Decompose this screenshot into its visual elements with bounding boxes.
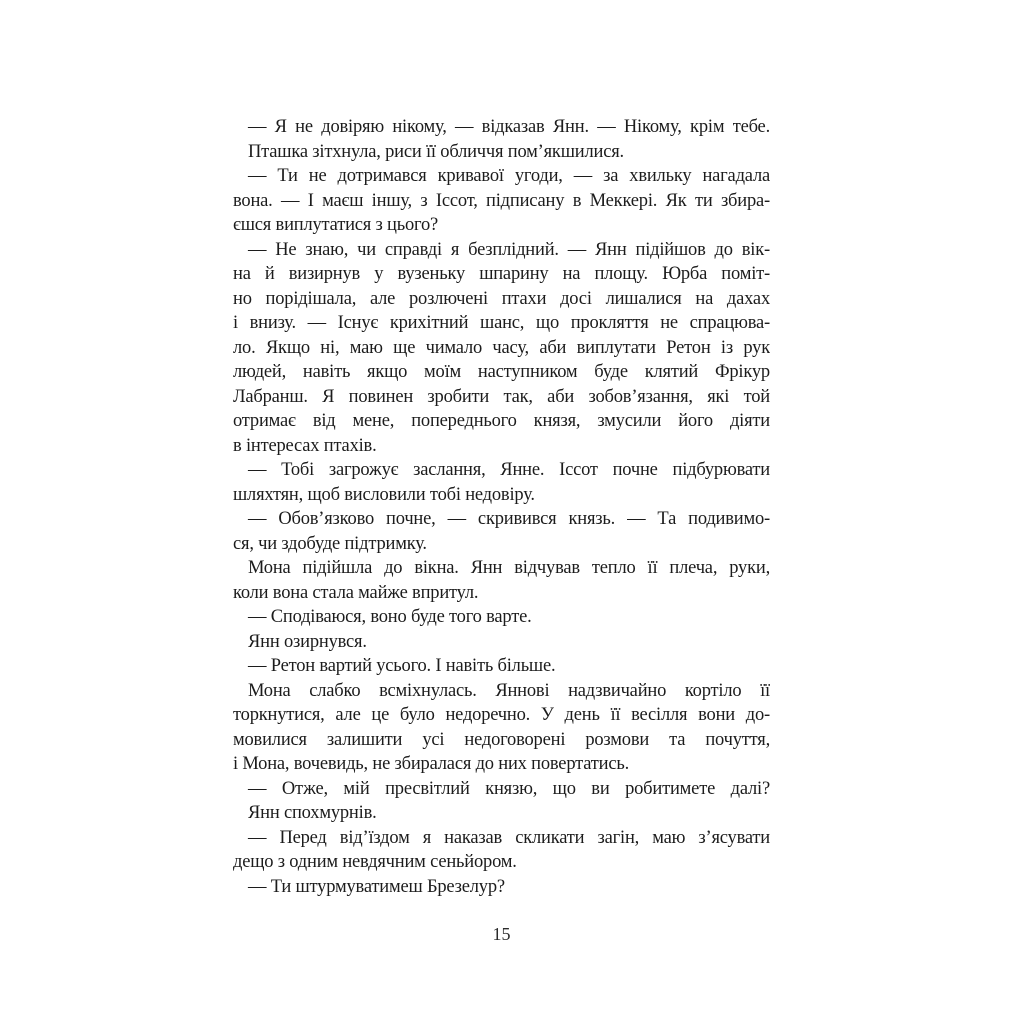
text-line: людей, навіть якщо моїм наступником буде клятий Фрікур	[233, 362, 770, 382]
text-line: — Ретон вартий усього. І навіть більше.	[248, 656, 556, 676]
text-line: — Ти не дотримався кривавої угоди, — за хвильку нагадала	[248, 166, 770, 186]
text-line: торкнутися, але це було недоречно. У день її весілля вони до-	[233, 705, 770, 725]
text-line: дещо з одним невдячним сеньйором.	[233, 852, 517, 872]
text-line: і внизу. — Існує крихітний шанс, що прокляття не спрацюва-	[233, 313, 770, 333]
text-line: — Не знаю, чи справді я безплідний. — Янн підійшов до вік-	[248, 239, 770, 260]
body-text	[233, 115, 770, 899]
text-line: Пташка зітхнула, риси її обличчя пом’якшилися.	[248, 141, 624, 162]
text-line: — Я не довіряю нікому, — відказав Янн. — Нікому, крім тебе.	[248, 117, 770, 137]
text-line: мовилися залишити усі недоговорені розмови та почуття,	[233, 729, 770, 750]
text-line: в інтересах птахів.	[233, 435, 377, 456]
text-line: — Отже, мій пресвітлий князю, що ви робитимете далі?	[248, 778, 770, 799]
text-line: коли вона стала майже впритул.	[233, 582, 479, 603]
page-number: 15	[492, 924, 511, 944]
text-line: — Тобі загрожує заслання, Янне. Іссот почне підбурювати	[248, 460, 770, 480]
text-line: — Перед від’їздом я наказав скликати загін, маю з’ясувати	[248, 827, 770, 848]
text-line: на й визирнув у вузеньку шпарину на площу. Юрба поміт-	[233, 264, 770, 284]
text-line: єшся виплутатися з цього?	[233, 215, 439, 235]
text-line: — Обов’язково почне, — скривився князь. — Та подивимо-	[248, 509, 770, 529]
text-line: Мона слабко всміхнулась. Яннові надзвичайно кортіло її	[248, 680, 770, 701]
text-line: ло. Якщо ні, маю ще чимало часу, аби виплутати Ретон із рук	[233, 337, 770, 358]
text-line: Мона підійшла до вікна. Янн відчував тепло її плеча, руки,	[248, 558, 770, 578]
text-line: вона. — І маєш іншу, з Іссот, підписану в Меккері. Як ти збира-	[233, 190, 770, 211]
text-line: — Ти штурмуватимеш Брезелур?	[248, 876, 505, 897]
text-line: — Сподіваюся, воно буде того варте.	[248, 607, 532, 627]
text-line: Лабранш. Я повинен зробити так, аби зобов’язання, які той	[233, 386, 770, 407]
text-line: і Мона, вочевидь, не збиралася до них повертатись.	[233, 754, 630, 774]
text-line: но порідішала, але розлючені птахи досі лишалися на дахах	[233, 288, 770, 309]
text-line: Янн озирнувся.	[248, 631, 367, 652]
text-line: отримає від мене, попереднього князя, змусили його діяти	[233, 411, 770, 431]
text-line: шляхтян, щоб висловили тобі недовіру.	[233, 484, 535, 505]
text-line: ся, чи здобуде підтримку.	[233, 533, 427, 554]
text-line: Янн спохмурнів.	[248, 803, 377, 823]
